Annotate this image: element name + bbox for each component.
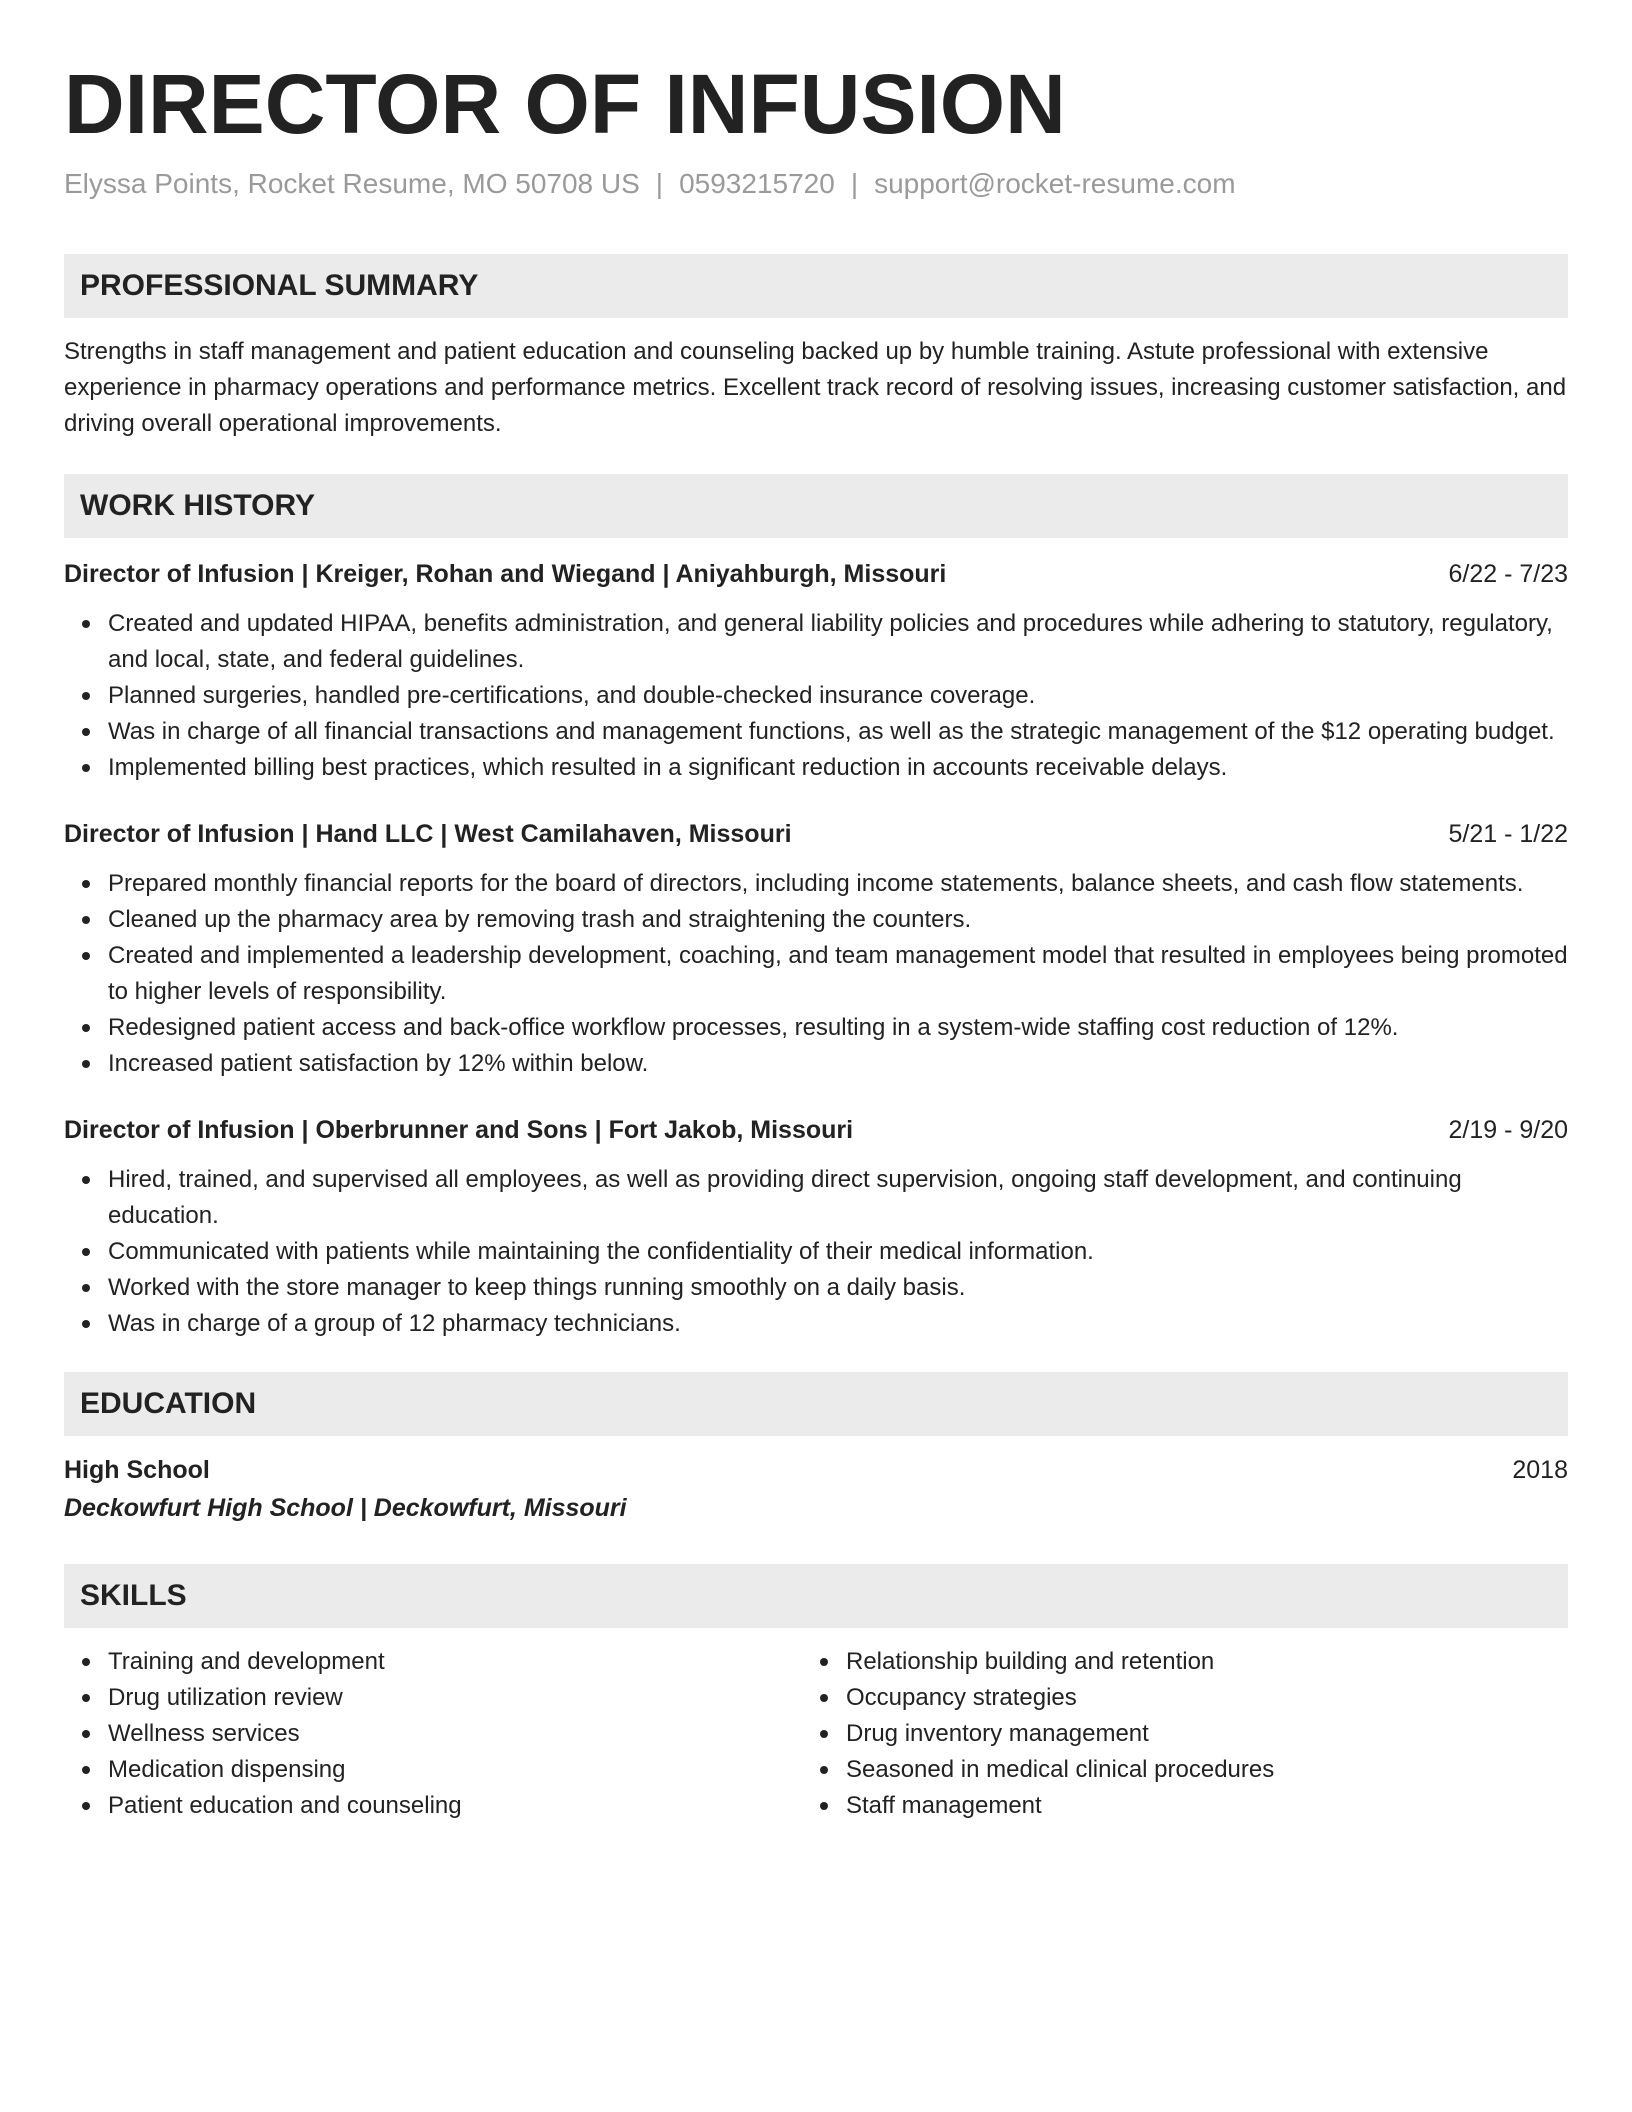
- contact-email: support@rocket-resume.com: [874, 168, 1236, 199]
- job-bullet: Created and implemented a leadership development, coaching, and team management model that resulted in employees being promoted to higher levels of responsibility.: [108, 938, 1568, 1010]
- job-bullets: [64, 1162, 1568, 1342]
- job-heading-row: [64, 816, 1568, 852]
- job-bullet: Prepared monthly financial reports for the board of directors, including income statements, balance sheets, and cash flow statements.: [108, 866, 1568, 902]
- section-header-skills: SKILLS: [64, 1564, 1568, 1628]
- section-header-education: EDUCATION: [64, 1372, 1568, 1436]
- section-header-summary: PROFESSIONAL SUMMARY: [64, 254, 1568, 318]
- job-title: Director of Infusion | Oberbrunner and Sons | Fort Jakob, Missouri: [64, 1116, 854, 1144]
- skill-item: Patient education and counseling: [108, 1788, 816, 1824]
- skills-list-left: [64, 1644, 816, 1824]
- skills-list-right: [816, 1644, 1568, 1824]
- contact-address: Elyssa Points, Rocket Resume, MO 50708 US: [64, 168, 640, 199]
- skill-item: Training and development: [108, 1644, 816, 1680]
- skill-item: Relationship building and retention: [846, 1644, 1568, 1680]
- job-bullets: [64, 866, 1568, 1082]
- section-header-work-history: WORK HISTORY: [64, 474, 1568, 538]
- skill-item: Medication dispensing: [108, 1752, 816, 1788]
- skill-item: Occupancy strategies: [846, 1680, 1568, 1716]
- job-bullet: Redesigned patient access and back-office workflow processes, resulting in a system-wide staffing cost reduction of 12%.: [108, 1010, 1568, 1046]
- skill-item: Staff management: [846, 1788, 1568, 1824]
- job-title: Director of Infusion | Hand LLC | West Camilahaven, Missouri: [64, 820, 792, 848]
- job-bullet: Implemented billing best practices, which resulted in a significant reduction in accounts receivable delays.: [108, 750, 1568, 786]
- education-year: 2018: [1512, 1456, 1568, 1484]
- job-bullet: Was in charge of all financial transactions and management functions, as well as the strategic management of the $12 operating budget.: [108, 714, 1568, 750]
- job-dates: 2/19 - 9/20: [1448, 1116, 1568, 1144]
- education-entry: [64, 1452, 1568, 1526]
- job-bullet: Planned surgeries, handled pre-certifications, and double-checked insurance coverage.: [108, 678, 1568, 714]
- skills-columns: [64, 1644, 1568, 1824]
- skill-item: Drug inventory management: [846, 1716, 1568, 1752]
- skill-item: Seasoned in medical clinical procedures: [846, 1752, 1568, 1788]
- skill-item: Drug utilization review: [108, 1680, 816, 1716]
- resume-title: DIRECTOR OF INFUSION: [64, 57, 1066, 151]
- job-bullets: [64, 606, 1568, 786]
- job-dates: 6/22 - 7/23: [1448, 560, 1568, 588]
- job-bullet: Hired, trained, and supervised all employees, as well as providing direct supervision, ongoing staff development, and continuing education.: [108, 1162, 1568, 1234]
- contact-separator: |: [655, 168, 664, 199]
- contact-phone: 0593215720: [679, 168, 835, 199]
- job-bullet: Was in charge of a group of 12 pharmacy technicians.: [108, 1306, 1568, 1342]
- job-entry: [64, 1112, 1568, 1342]
- job-dates: 5/21 - 1/22: [1448, 820, 1568, 848]
- skill-item: Wellness services: [108, 1716, 816, 1752]
- job-title: Director of Infusion | Kreiger, Rohan and Wiegand | Aniyahburgh, Missouri: [64, 560, 947, 588]
- education-degree: High School: [64, 1456, 210, 1484]
- summary-text: Strengths in staff management and patient education and counseling backed up by humble training. Astute professional with extensive experience in pharmacy operations and performance metrics. Excellent track record of resolving issues, increasing customer satisfaction, and driving overall operational improvements.: [64, 338, 1567, 437]
- contact-separator: |: [850, 168, 859, 199]
- job-entry: [64, 816, 1568, 1082]
- job-bullet: Cleaned up the pharmacy area by removing trash and straightening the counters.: [108, 902, 1568, 938]
- job-heading-row: [64, 556, 1568, 592]
- education-school: Deckowfurt High School | Deckowfurt, Missouri: [64, 1494, 627, 1522]
- job-bullet: Created and updated HIPAA, benefits administration, and general liability policies and procedures while adhering to statutory, regulatory, and local, state, and federal guidelines.: [108, 606, 1568, 678]
- contact-line: [64, 166, 1568, 202]
- job-entry: [64, 556, 1568, 786]
- education-heading-row: [64, 1452, 1568, 1488]
- job-bullet: Increased patient satisfaction by 12% within below.: [108, 1046, 1568, 1082]
- job-bullet: Worked with the store manager to keep things running smoothly on a daily basis.: [108, 1270, 1568, 1306]
- job-heading-row: [64, 1112, 1568, 1148]
- job-bullet: Communicated with patients while maintaining the confidentiality of their medical information.: [108, 1234, 1568, 1270]
